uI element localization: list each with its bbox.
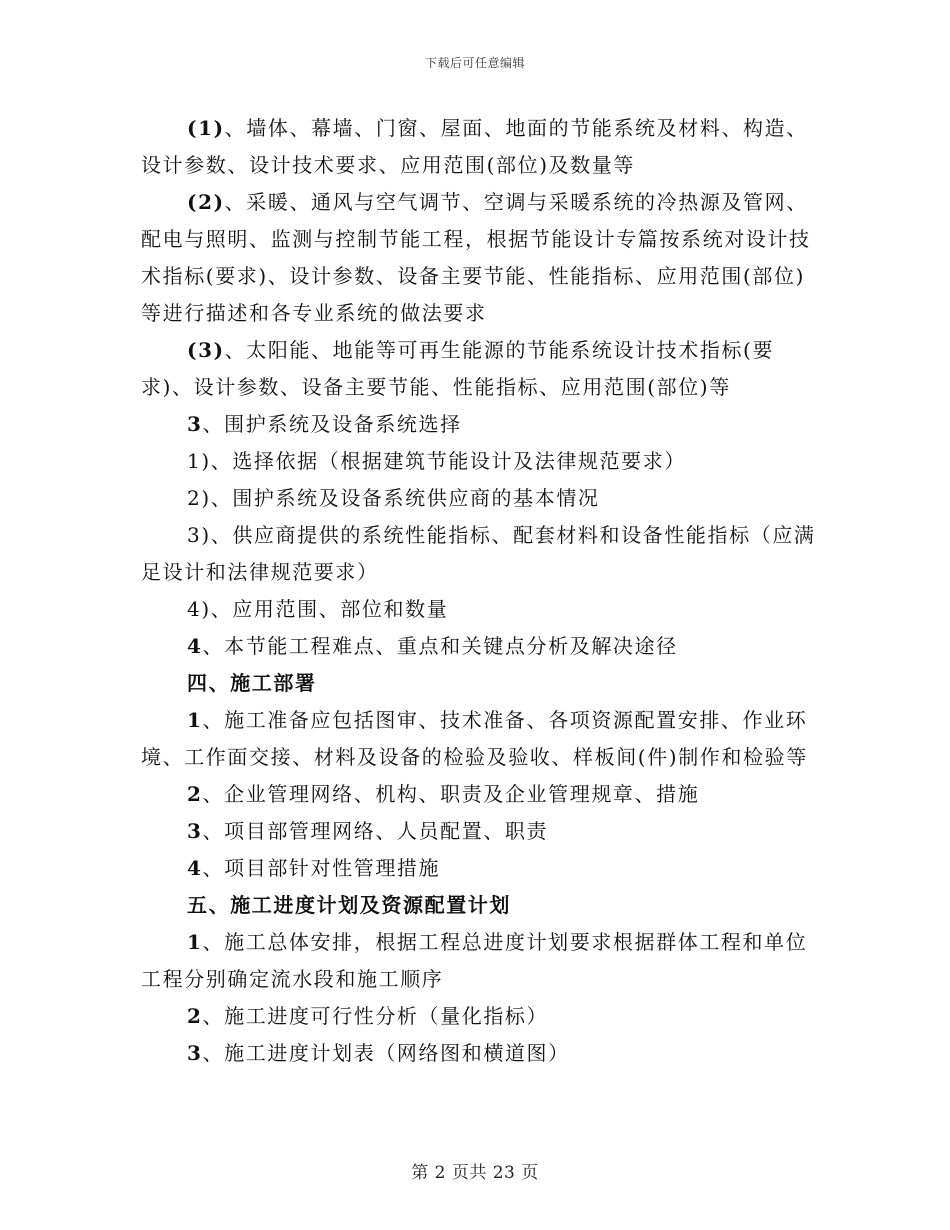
paragraph-text: 、采暖、通风与空气调节、空调与采暖系统的冷热源及管网、配电与照明、监测与控制节能工程，根据节能设计专篇按系统对设计技术指标(要求)、设计参数、设备主要节能、性能指标、应用范围(部位)等进行描述和各专业系统的做法要求 [141, 190, 811, 325]
paragraph-1 [141, 110, 821, 184]
page-footer: 第 2 页共 23 页 [411, 1163, 539, 1183]
page-header: 下载后可任意编辑 [424, 56, 525, 70]
paragraph-7 [141, 517, 821, 591]
paragraph-text: 2)、围护系统及设备系统供应商的基本情况 [187, 486, 600, 510]
paragraph-text: 、围护系统及设备系统选择 [202, 412, 462, 436]
paragraph-5 [141, 443, 821, 480]
paragraph-text: 1)、选择依据（根据建筑节能设计及法律规范要求） [187, 449, 686, 473]
paragraph-text: 、墙体、幕墙、门窗、屋面、地面的节能系统及材料、构造、设计参数、设计技术要求、应用范围(部位)及数量等 [141, 116, 808, 177]
paragraph-text: 、项目部针对性管理措施 [202, 856, 441, 880]
item-marker: 2 [187, 1004, 203, 1028]
paragraph-9 [141, 628, 821, 665]
paragraph-12 [141, 813, 821, 850]
paragraph-text: 、企业管理网络、机构、职责及企业管理规章、措施 [202, 782, 700, 806]
item-marker: 1 [187, 930, 203, 954]
paragraph-16 [141, 1035, 821, 1072]
item-marker: (1) [187, 116, 225, 140]
paragraph-text: 、施工准备应包括图审、技术准备、各项资源配置安排、作业环境、工作面交接、材料及设备的检验及验收、样板间(件)制作和检验等 [141, 708, 808, 769]
document-body [141, 110, 821, 1072]
paragraph-text: 、本节能工程难点、重点和关键点分析及解决途径 [202, 634, 678, 658]
item-marker: (3) [187, 338, 225, 362]
paragraph-13 [141, 850, 821, 887]
paragraph-6 [141, 480, 821, 517]
paragraph-text: 、施工进度计划表（网络图和横道图） [202, 1041, 570, 1065]
paragraph-text: 3)、供应商提供的系统性能指标、配套材料和设备性能指标（应满足设计和法律规范要求） [141, 523, 816, 584]
paragraph-text: 、施工总体安排，根据工程总进度计划要求根据群体工程和单位工程分别确定流水段和施工顺序 [141, 930, 808, 991]
paragraph-text: 、项目部管理网络、人员配置、职责 [202, 819, 549, 843]
paragraph-2 [141, 184, 821, 332]
section-heading-5: 五、施工进度计划及资源配置计划 [187, 893, 511, 917]
section-heading-4: 四、施工部署 [187, 671, 317, 695]
paragraph-15 [141, 998, 821, 1035]
paragraph-3 [141, 332, 821, 406]
item-marker: 4 [187, 856, 203, 880]
paragraph-text: 、施工进度可行性分析（量化指标） [202, 1004, 549, 1028]
item-marker: 1 [187, 708, 203, 732]
paragraph-text: 、太阳能、地能等可再生能源的节能系统设计技术指标(要求)、设计参数、设备主要节能、性能指标、应用范围(部位)等 [141, 338, 775, 399]
paragraph-text: 4)、应用范围、部位和数量 [187, 597, 449, 621]
paragraph-10 [141, 702, 821, 776]
paragraph-8 [141, 591, 821, 628]
item-marker: 4 [187, 634, 203, 658]
item-marker: (2) [187, 190, 225, 214]
item-marker: 3 [187, 819, 203, 843]
paragraph-11 [141, 776, 821, 813]
item-marker: 2 [187, 782, 203, 806]
item-marker: 3 [187, 1041, 203, 1065]
paragraph-4 [141, 406, 821, 443]
paragraph-14 [141, 924, 821, 998]
item-marker: 3 [187, 412, 203, 436]
